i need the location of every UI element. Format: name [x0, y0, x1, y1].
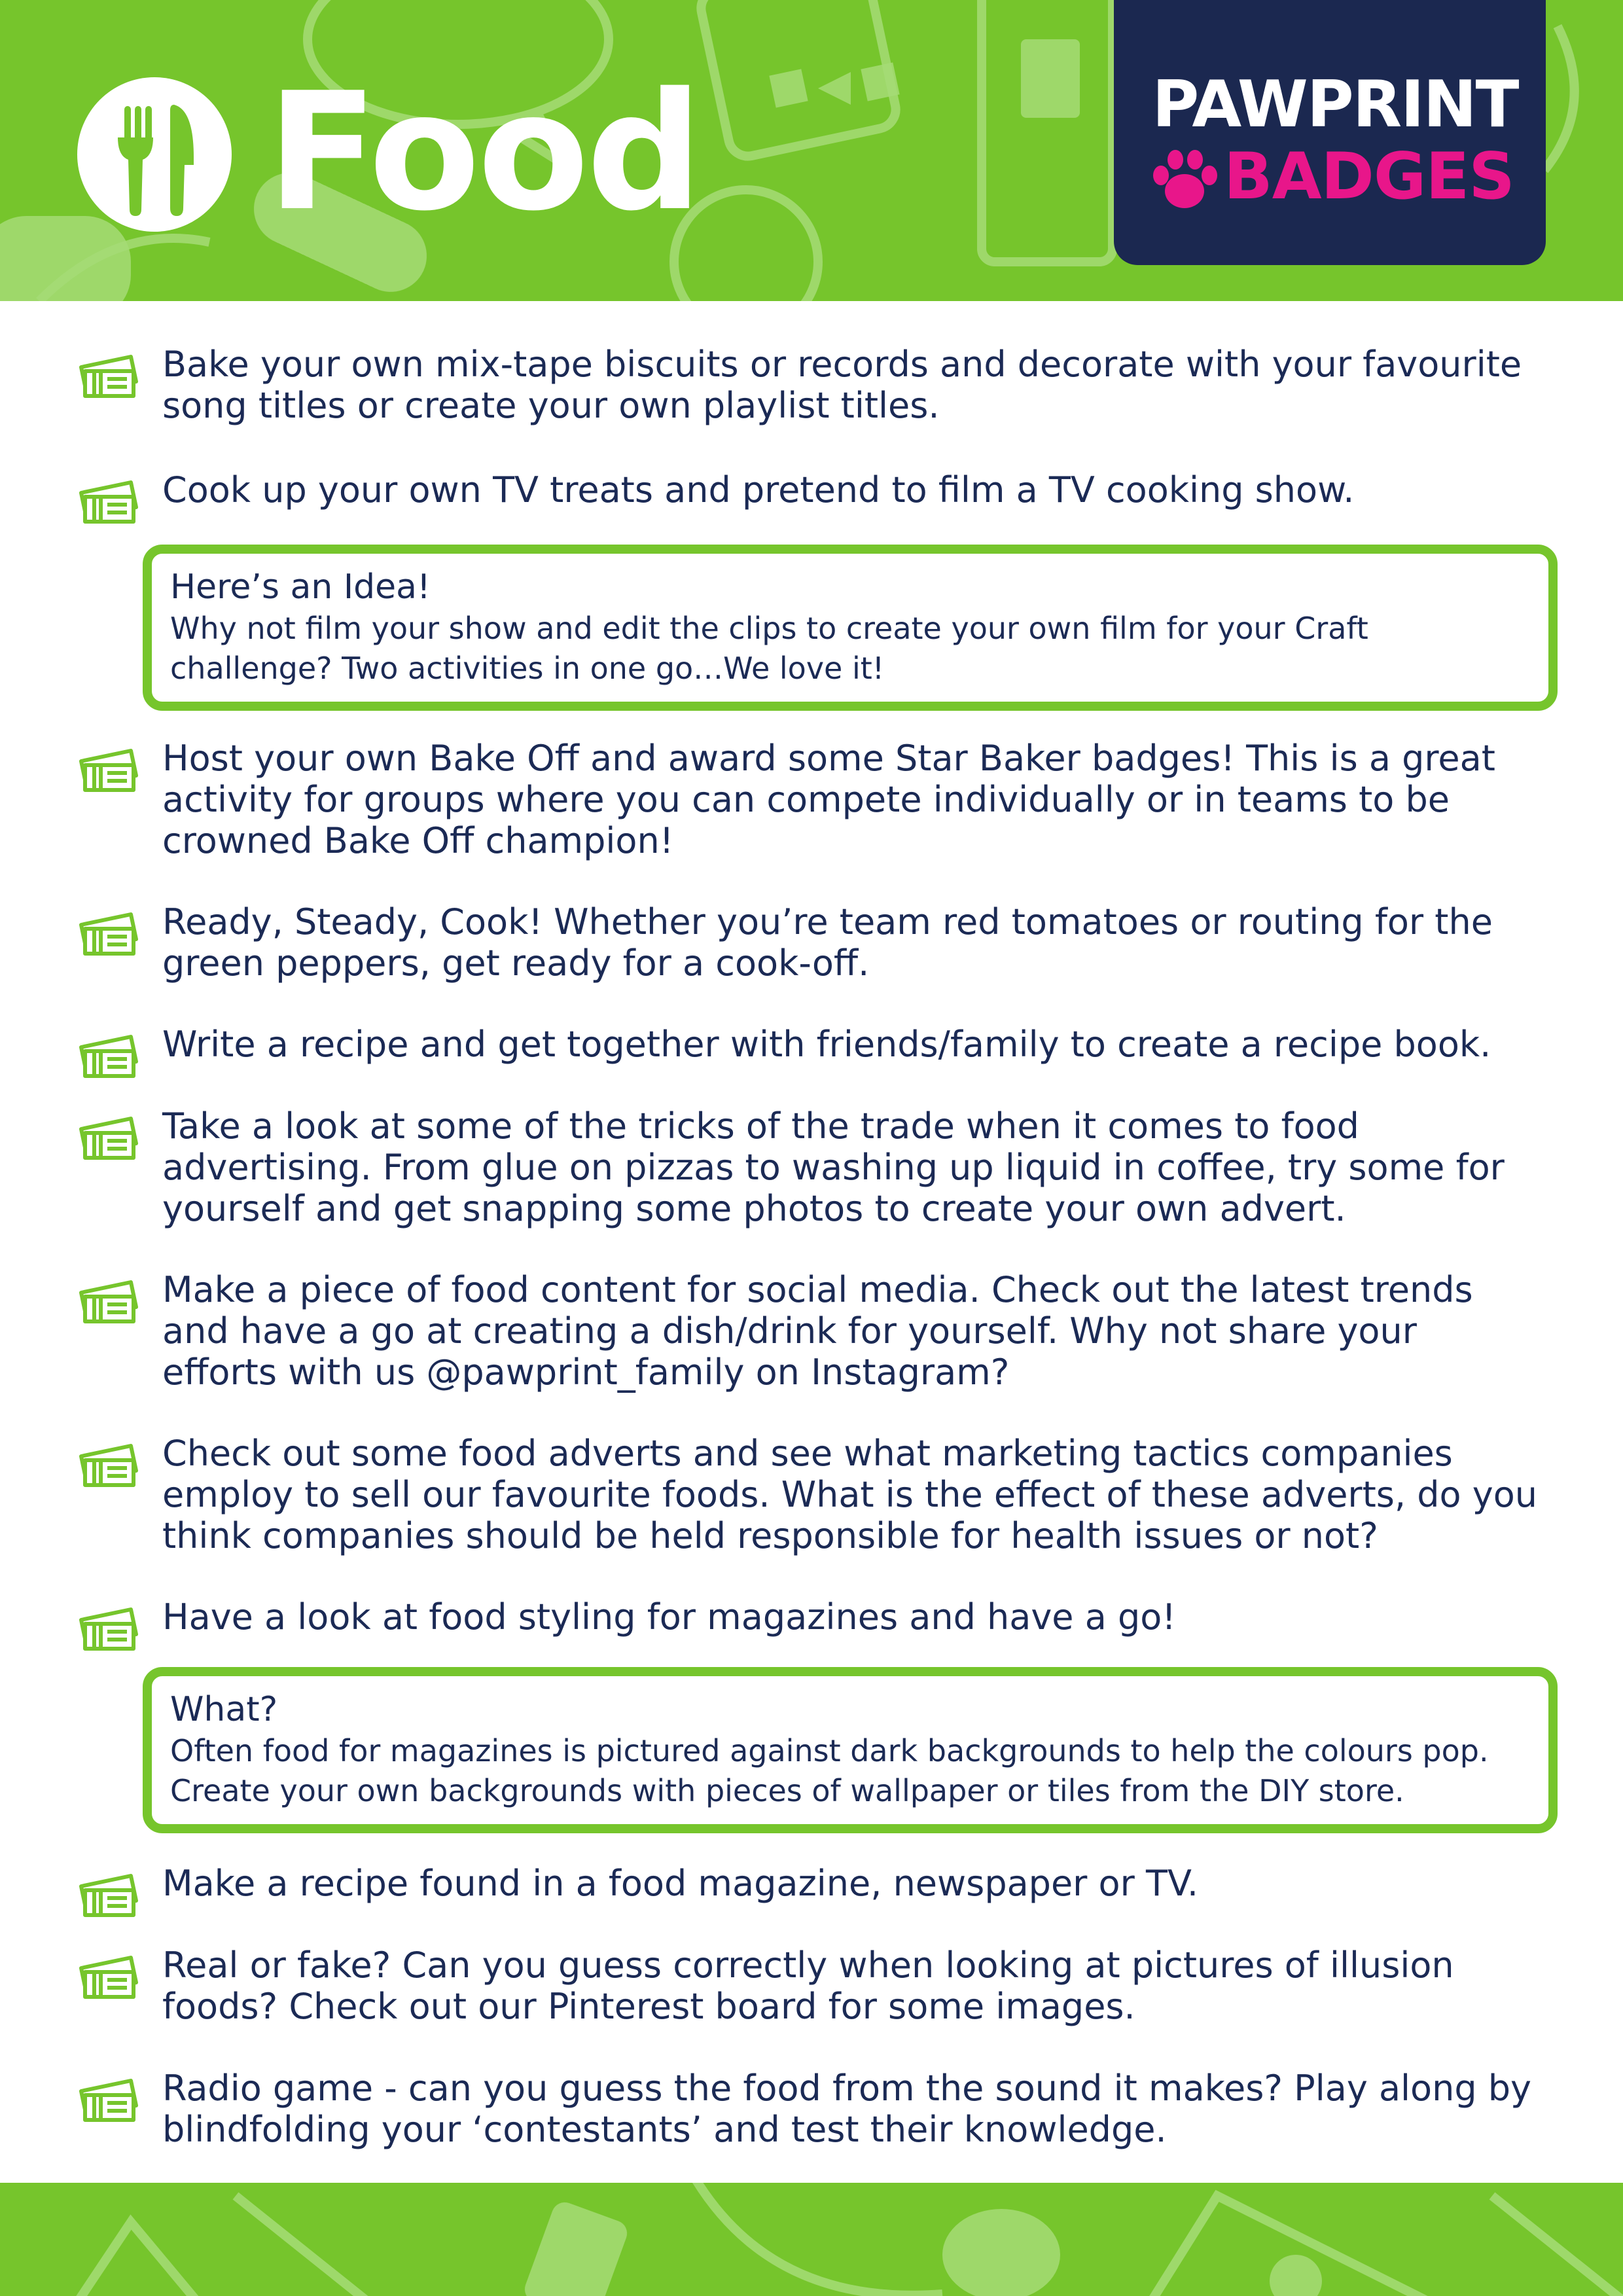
fork-knife-icon [77, 77, 232, 232]
activity-text: Make a piece of food content for social media. Check out the latest trends and have a go at creating a dish/drink for yourself. Why not share your efforts with us @pawprint_family on Instagram? [162, 1269, 1473, 1393]
activity-text: Take a look at some of the tricks of the trade when it comes to food advertising. From glue on pizzas to washing up liquid in coffee, try some for yourself and get snapping some photos to create your own advert. [162, 1105, 1505, 1229]
ticket-bullet-icon [77, 477, 140, 527]
pawprint-badges-logo [1114, 0, 1546, 265]
what-callout [143, 1667, 1558, 1833]
activity-text: Ready, Steady, Cook! Whether you’re team red tomatoes or routing for the green peppers, get ready for a cook-off. [162, 901, 1493, 984]
footer-banner [0, 2183, 1623, 2296]
ticket-bullet-icon [77, 1113, 140, 1163]
callout-body: Often food for magazines is pictured against dark backgrounds to help the colours pop. Create your own backgrounds with pieces of wallpaper or tiles from the DIY store. [170, 1733, 1489, 1808]
ticket-bullet-icon [77, 1441, 140, 1490]
activity-text: Check out some food adverts and see what marketing tactics companies employ to sell our favourite foods. What is the effect of these adverts, do you think companies should be held responsible for health issues or not? [162, 1433, 1537, 1556]
activity-text: Cook up your own TV treats and pretend to film a TV cooking show. [162, 469, 1355, 511]
ticket-bullet-icon [77, 1952, 140, 2002]
activity-text: Make a recipe found in a food magazine, newspaper or TV. [162, 1863, 1199, 1904]
paw-icon [1148, 148, 1220, 213]
ticket-bullet-icon [77, 351, 140, 401]
callout-title: Here’s an Idea! [170, 567, 431, 607]
activity-text: Have a look at food styling for magazines and have a go! [162, 1596, 1176, 1638]
ticket-bullet-icon [77, 909, 140, 959]
ticket-bullet-icon [77, 745, 140, 795]
page-title: Food [267, 58, 700, 247]
activity-text: Radio game - can you guess the food from the sound it makes? Play along by blindfolding your ‘contestants’ and test their knowledge. [162, 2068, 1531, 2150]
header-banner [0, 0, 1623, 301]
ticket-bullet-icon [77, 1871, 140, 1920]
ticket-bullet-icon [77, 1031, 140, 1081]
activity-text: Host your own Bake Off and award some Star Baker badges! This is a great activity for groups where you can compete individually or in teams to be crowned Bake Off champion! [162, 738, 1495, 861]
logo-line2: BADGES [1224, 139, 1514, 214]
idea-callout [143, 545, 1558, 711]
callout-title: What? [170, 1690, 278, 1729]
ticket-bullet-icon [77, 2075, 140, 2125]
ticket-bullet-icon [77, 1604, 140, 1654]
callout-body: Why not film your show and edit the clips to create your own film for your Craft challenge? Two activities in one go…We love it! [170, 611, 1368, 686]
background-doodles [0, 2183, 1623, 2296]
activity-text: Write a recipe and get together with friends/family to create a recipe book. [162, 1024, 1491, 1065]
activity-text: Real or fake? Can you guess correctly when looking at pictures of illusion foods? Check out our Pinterest board for some images. [162, 1945, 1454, 2027]
logo-line1: PAWPRINT [1152, 67, 1518, 142]
ticket-bullet-icon [77, 1277, 140, 1327]
activity-text: Bake your own mix-tape biscuits or records and decorate with your favourite song titles or create your own playlist titles. [162, 344, 1522, 426]
